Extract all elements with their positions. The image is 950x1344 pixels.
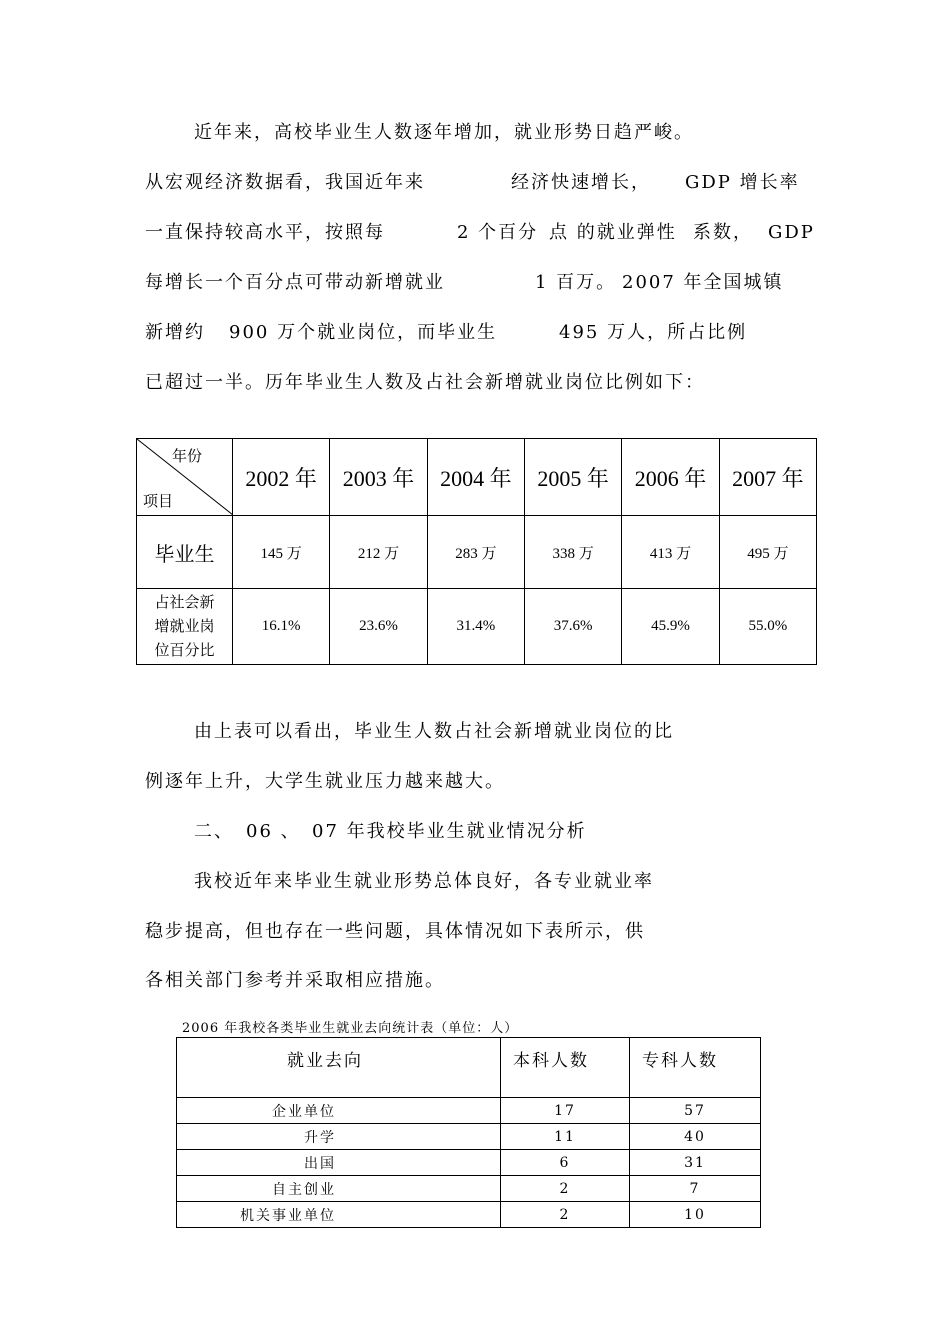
text-segment: 06 、 — [246, 821, 301, 842]
table-cell: 212 万 — [330, 516, 427, 589]
text-segment: GDP — [768, 222, 815, 243]
table-cell: 7 — [630, 1176, 761, 1202]
text-segment: 近年来，高校毕业生人数逐年增加，就业形势日趋严峻。 — [194, 122, 694, 143]
text-segment: 点 的就业弹性 — [549, 222, 677, 243]
text-segment: 2 个百分 — [457, 222, 539, 243]
table-row — [177, 1150, 761, 1176]
column-header: 本科人数 — [501, 1038, 630, 1098]
text-segment: 从宏观经济数据看，我国近年来 — [145, 172, 425, 193]
corner-bottom-label: 项目 — [143, 494, 174, 510]
table-corner-cell — [137, 439, 233, 516]
table-cell: 55.0% — [719, 589, 816, 665]
table-cell: 45.9% — [622, 589, 719, 665]
table-caption: 2006 年我校各类毕业生就业去向统计表（单位：人） — [182, 1021, 519, 1036]
table-cell: 145 万 — [233, 516, 330, 589]
table-cell: 31 — [630, 1150, 761, 1176]
table-cell: 2 — [501, 1202, 630, 1228]
row-label-graduates: 毕业生 — [137, 516, 233, 589]
year-header: 2003 年 — [330, 439, 427, 516]
column-header: 就业去向 — [177, 1038, 501, 1098]
column-header: 专科人数 — [630, 1038, 761, 1098]
table-cell: 自主创业 — [177, 1176, 501, 1202]
table-cell: 16.1% — [233, 589, 330, 665]
table-row — [137, 589, 817, 665]
year-header: 2006 年 — [622, 439, 719, 516]
row-label-line: 占社会新 — [154, 594, 215, 611]
table-header-row — [137, 439, 817, 516]
table-cell: 6 — [501, 1150, 630, 1176]
table-cell: 495 万 — [719, 516, 816, 589]
table-row — [177, 1176, 761, 1202]
table-cell: 升学 — [177, 1124, 501, 1150]
text-segment: 已超过一半。历年毕业生人数及占社会新增就业岗位比例如下： — [145, 372, 705, 393]
text-segment: 新增约 — [145, 322, 205, 343]
text-segment: 二、 — [194, 821, 234, 842]
row-label-line: 位百分比 — [154, 642, 215, 659]
text-segment: 稳步提高，但也存在一些问题，具体情况如下表所示，供 — [145, 921, 645, 942]
text-segment: 由上表可以看出，毕业生人数占社会新增就业岗位的比 — [194, 721, 674, 742]
text-segment: 07 年我校毕业生就业情况分析 — [312, 821, 587, 842]
text-segment: 经济快速增长， — [511, 172, 651, 193]
table-cell: 2 — [501, 1176, 630, 1202]
year-header: 2004 年 — [427, 439, 524, 516]
row-label-percentage — [137, 589, 233, 665]
text-segment: GDP 增长率 — [685, 172, 800, 193]
table-cell: 机关事业单位 — [177, 1202, 501, 1228]
table-cell: 40 — [630, 1124, 761, 1150]
text-segment: 1 百万。 — [535, 272, 617, 293]
corner-top-label: 年份 — [171, 449, 202, 465]
text-segment: 2007 年全国城镇 — [622, 272, 784, 293]
table-cell: 11 — [501, 1124, 630, 1150]
text-segment: 每增长一个百分点可带动新增就业 — [145, 272, 445, 293]
table-cell: 283 万 — [427, 516, 524, 589]
text-segment: 900 万个就业岗位，而毕业生 — [229, 322, 498, 343]
table-cell: 37.6% — [524, 589, 621, 665]
year-header: 2005 年 — [524, 439, 621, 516]
table-cell: 57 — [630, 1098, 761, 1124]
table-cell: 338 万 — [524, 516, 621, 589]
table-cell: 413 万 — [622, 516, 719, 589]
table-cell: 17 — [501, 1098, 630, 1124]
table-header-row — [177, 1038, 761, 1098]
employment-table — [176, 1037, 761, 1228]
table-row — [137, 516, 817, 589]
text-segment: 我校近年来毕业生就业形势总体良好，各专业就业率 — [194, 871, 654, 892]
text-segment: 一直保持较高水平，按照每 — [145, 222, 385, 243]
text-segment: 例逐年上升，大学生就业压力越来越大。 — [145, 771, 505, 792]
graduates-table — [136, 438, 817, 665]
table-row — [177, 1202, 761, 1228]
text-segment: 各相关部门参考并采取相应措施。 — [145, 970, 445, 991]
table-row — [177, 1098, 761, 1124]
row-label-line: 增就业岗 — [154, 618, 215, 635]
table-cell: 31.4% — [427, 589, 524, 665]
text-segment: 495 万人，所占比例 — [559, 322, 748, 343]
table-cell: 出国 — [177, 1150, 501, 1176]
year-header: 2007 年 — [719, 439, 816, 516]
table-cell: 企业单位 — [177, 1098, 501, 1124]
year-header: 2002 年 — [233, 439, 330, 516]
text-segment: 系数， — [693, 222, 753, 243]
table-row — [177, 1124, 761, 1150]
table-cell: 23.6% — [330, 589, 427, 665]
table-cell: 10 — [630, 1202, 761, 1228]
